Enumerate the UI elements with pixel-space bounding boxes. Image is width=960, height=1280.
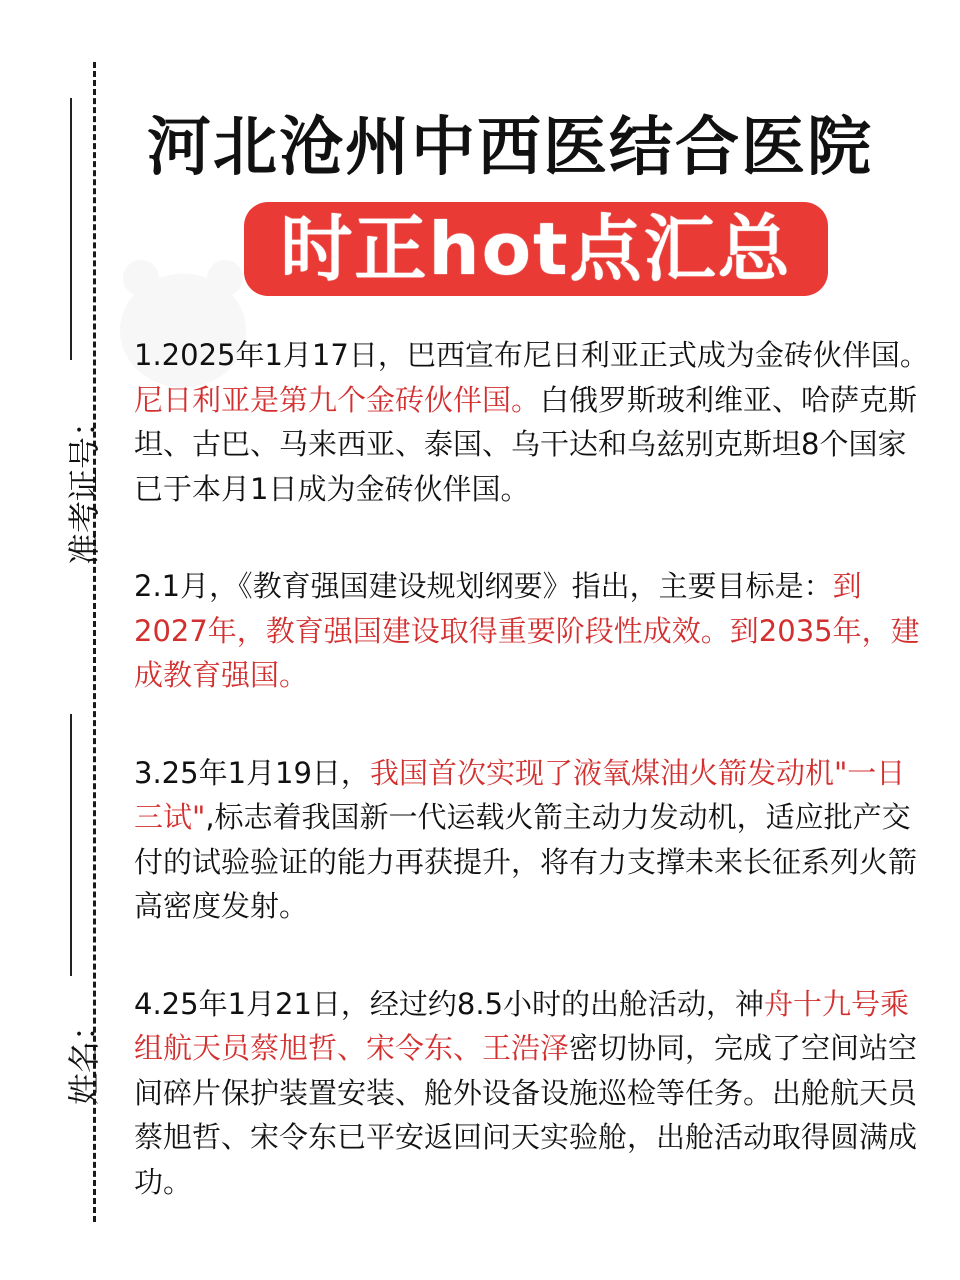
news-item (134, 982, 934, 1205)
hot-topics-banner (244, 202, 828, 296)
exam-id-write-line (70, 98, 72, 360)
news-highlight: 尼日利亚是第九个金砖伙伴国。 (134, 382, 541, 417)
news-text: 白俄罗斯玻利维亚、哈萨克斯坦、古巴、马来西亚、泰国、乌干达和乌兹别克斯坦8个国家已于本月1日成为金砖伙伴国。 (134, 382, 918, 506)
name-write-line (70, 714, 72, 976)
news-text: 密切协同，完成了空间站空间碎片保护装置安装、舱外设备设施巡检等任务。出舱航天员蔡旭哲、宋令东已平安返回问天实验舱，出舱活动取得圆满成功。 (134, 1031, 918, 1199)
news-text: 1.2025年1月17日，巴西宣布尼日利亚正式成为金砖伙伴国。 (134, 338, 929, 372)
news-highlight: 我国首次实现了液氧煤油火箭发动机"一日三试" (134, 755, 906, 834)
exam-id-label: 准考证号： (65, 404, 103, 565)
news-highlight: 到2027年，教育强国建设取得重要阶段性成效。到2035年，建成教育强国。 (134, 569, 920, 692)
name-label: 姓名： (65, 1008, 103, 1105)
news-text: 3.25年1月19日， (134, 755, 370, 790)
page-title: 河北沧州中西医结合医院 (147, 111, 873, 185)
news-text: 4.25年1月21日，经过约8.5小时的出舱活动，神 (134, 986, 765, 1021)
news-highlight: 舟十九号乘组航天员蔡旭哲、宋令东、王浩泽 (134, 986, 910, 1065)
news-list (134, 333, 934, 1257)
news-item (134, 751, 934, 929)
banner-text: 时正hot点汇总 (280, 207, 792, 291)
news-text: ,标志着我国新一代运载火箭主动力发动机，适应批产交付的试验验证的能力再获提升，将有力支撑未来长征系列火箭高密度发射。 (134, 800, 918, 923)
news-text: 2.1月，《教育强国建设规划纲要》指出，主要目标是： (134, 569, 833, 603)
news-item (134, 333, 934, 511)
news-item (134, 564, 934, 698)
